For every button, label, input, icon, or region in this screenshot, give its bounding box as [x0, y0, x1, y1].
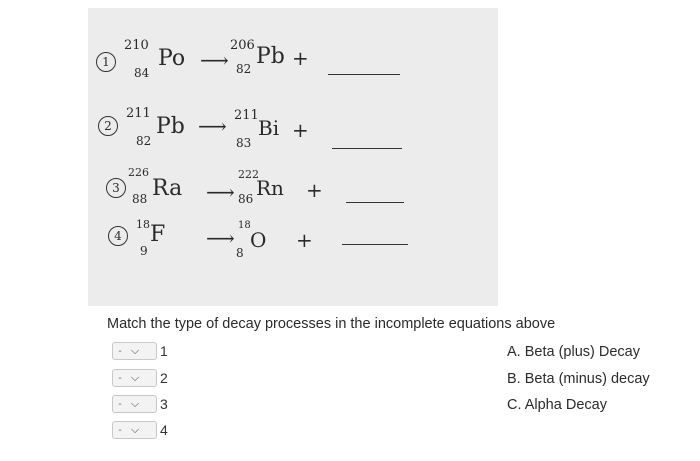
reactant-symbol-2: Pb — [156, 114, 185, 139]
arrow-4: ⟶ — [206, 226, 235, 250]
plus-sign-1: + — [292, 46, 309, 70]
match-dropdown-4[interactable] — [112, 421, 157, 439]
match-row-label: 4 — [160, 422, 168, 438]
match-row-2 — [112, 369, 168, 387]
product-mass-1: 206 — [230, 38, 255, 53]
reactant-symbol-4: F — [150, 222, 166, 247]
product-atomic-2: 83 — [236, 136, 252, 150]
match-dropdown-3[interactable] — [112, 395, 157, 413]
answer-blank-1 — [328, 74, 400, 75]
equation-number-3: 3 — [106, 178, 126, 198]
equation-3 — [88, 166, 498, 226]
option-c: C. Alpha Decay — [507, 397, 607, 413]
option-b: B. Beta (minus) decay — [507, 371, 650, 387]
equation-2 — [88, 106, 498, 166]
match-dropdown-2[interactable] — [112, 369, 157, 387]
dropdown-selected-value: - — [118, 424, 122, 436]
reactant-atomic-4: 9 — [140, 244, 148, 258]
reactant-atomic-2: 82 — [136, 134, 152, 148]
reactant-atomic-3: 88 — [132, 192, 148, 206]
match-row-3 — [112, 395, 168, 413]
match-row-4 — [112, 421, 168, 439]
match-row-1 — [112, 342, 168, 360]
match-row-label: 2 — [160, 370, 168, 386]
dropdown-selected-value: - — [118, 372, 122, 384]
product-symbol-4: O — [250, 228, 267, 252]
answer-blank-4 — [342, 244, 408, 245]
reactant-symbol-1: Po — [158, 46, 186, 71]
arrow-1: ⟶ — [200, 48, 229, 72]
equation-number-1: 1 — [96, 52, 116, 72]
product-atomic-3: 86 — [238, 192, 254, 206]
product-mass-4: 18 — [238, 220, 251, 231]
reactant-mass-1: 210 — [124, 38, 149, 53]
match-row-label: 1 — [160, 343, 168, 359]
question-prompt: Match the type of decay processes in the incomplete equations above — [107, 316, 556, 332]
product-mass-3: 222 — [238, 168, 259, 181]
chevron-down-icon: ⌵ — [130, 397, 140, 410]
chevron-down-icon: ⌵ — [130, 423, 140, 436]
reactant-symbol-3: Ra — [152, 176, 183, 201]
arrow-3: ⟶ — [206, 180, 235, 204]
dropdown-selected-value: - — [118, 398, 122, 410]
reactant-atomic-1: 84 — [134, 66, 150, 80]
product-mass-2: 211 — [234, 108, 259, 123]
answer-blank-3 — [346, 202, 404, 203]
plus-sign-2: + — [292, 118, 309, 142]
chevron-down-icon: ⌵ — [130, 344, 140, 357]
equation-number-2: 2 — [98, 116, 118, 136]
reactant-mass-2: 211 — [126, 106, 151, 121]
plus-sign-4: + — [296, 228, 313, 252]
product-symbol-1: Pb — [256, 44, 285, 69]
dropdown-selected-value: - — [118, 345, 122, 357]
equation-4 — [88, 218, 498, 278]
equation-number-4: 4 — [108, 226, 128, 246]
arrow-2: ⟶ — [198, 114, 227, 138]
chevron-down-icon: ⌵ — [130, 371, 140, 384]
product-atomic-1: 82 — [236, 62, 252, 76]
plus-sign-3: + — [306, 178, 323, 202]
answer-blank-2 — [332, 148, 402, 149]
option-a: A. Beta (plus) Decay — [507, 344, 640, 360]
product-symbol-3: Rn — [256, 176, 284, 200]
product-symbol-2: Bi — [258, 116, 280, 140]
product-atomic-4: 8 — [236, 246, 244, 260]
equation-1 — [88, 38, 498, 98]
reactant-mass-4: 18 — [136, 218, 150, 231]
match-dropdown-1[interactable] — [112, 342, 157, 360]
reactant-mass-3: 226 — [128, 166, 149, 179]
handwritten-equations-image — [88, 8, 498, 306]
match-row-label: 3 — [160, 396, 168, 412]
